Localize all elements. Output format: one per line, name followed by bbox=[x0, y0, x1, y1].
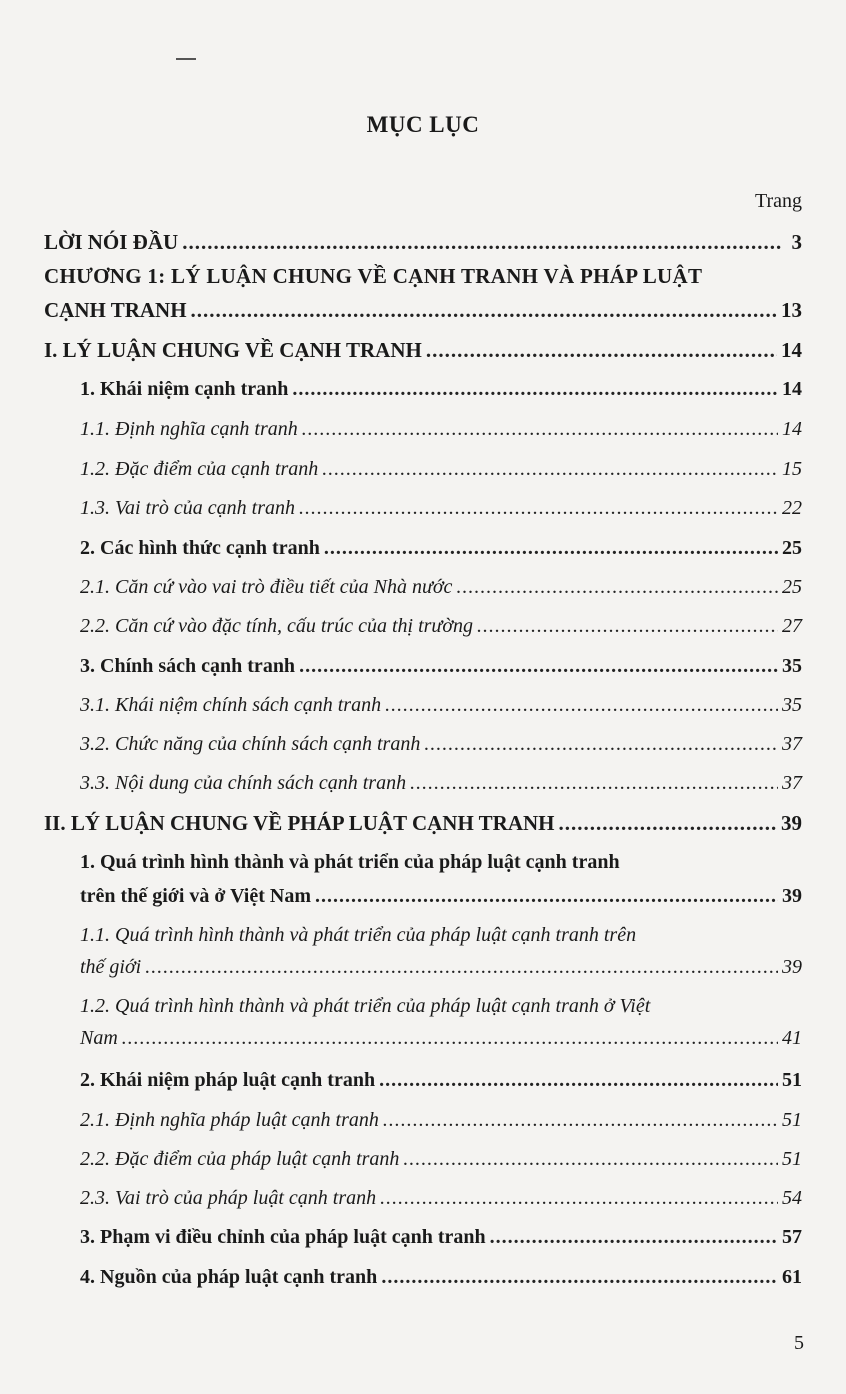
toc-entry-preface bbox=[44, 230, 802, 255]
toc-entry-page: 51 bbox=[782, 1148, 802, 1170]
toc-entry-page: 15 bbox=[782, 458, 802, 480]
toc-entry-text: LỜI NÓI ĐẦU bbox=[44, 230, 179, 254]
toc-entry bbox=[80, 615, 802, 638]
toc-entry-page: 27 bbox=[782, 615, 802, 637]
toc-entry-page: 37 bbox=[782, 772, 802, 794]
toc-entry-text: 1.1. Định nghĩa cạnh tranh bbox=[80, 418, 298, 440]
toc-entry bbox=[80, 537, 802, 560]
leader-dots bbox=[477, 615, 778, 638]
toc-entry-text: 3. Chính sách cạnh tranh bbox=[80, 655, 296, 677]
toc-entry-page: 39 bbox=[782, 956, 802, 978]
toc-entry-cont bbox=[80, 1027, 802, 1050]
toc-entry bbox=[80, 378, 802, 401]
toc-entry-page: 35 bbox=[782, 694, 802, 716]
toc-entry-text: 3.3. Nội dung của chính sách cạnh tranh bbox=[80, 772, 407, 794]
toc-entry-cont bbox=[80, 956, 802, 979]
toc-entry-text: 2.2. Đặc điểm của pháp luật cạnh tranh bbox=[80, 1148, 400, 1170]
toc-entry bbox=[80, 497, 802, 520]
toc-entry-page: 25 bbox=[782, 537, 802, 559]
leader-dots bbox=[380, 1187, 778, 1210]
toc-entry-page: 51 bbox=[782, 1069, 802, 1091]
toc-entry: 1. Quá trình hình thành và phát triển của pháp luật cạnh tranh bbox=[80, 851, 620, 873]
toc-entry-text: 1. Khái niệm cạnh tranh bbox=[80, 378, 289, 400]
toc-entry-text: 2.2. Căn cứ vào đặc tính, cấu trúc của thị trường bbox=[80, 615, 473, 637]
toc-entry bbox=[80, 418, 802, 441]
toc-entry-chapter-1-cont bbox=[44, 298, 802, 323]
leader-dots bbox=[490, 1226, 778, 1249]
leader-dots bbox=[456, 576, 778, 599]
leader-dots bbox=[302, 418, 778, 441]
leader-dots bbox=[426, 338, 777, 363]
toc-entry bbox=[80, 1148, 802, 1171]
toc-entry-page: 14 bbox=[782, 378, 802, 400]
page-column-label: Trang bbox=[754, 190, 802, 212]
page-title: MỤC LỤC bbox=[366, 112, 480, 137]
leader-dots bbox=[322, 458, 778, 481]
toc-entry-text: I. LÝ LUẬN CHUNG VỀ CẠNH TRANH bbox=[44, 338, 422, 362]
toc-entry-page: 14 bbox=[781, 338, 802, 362]
leader-dots bbox=[424, 733, 778, 756]
leader-dots bbox=[315, 885, 778, 908]
toc-entry bbox=[80, 1187, 802, 1210]
leader-dots bbox=[122, 1027, 778, 1050]
leader-dots bbox=[145, 956, 778, 979]
toc-entry: 1.1. Quá trình hình thành và phát triển của pháp luật cạnh tranh trên bbox=[80, 924, 637, 946]
toc-entry-page: 61 bbox=[782, 1266, 802, 1288]
toc-entry-page: 22 bbox=[782, 497, 802, 519]
toc-entry bbox=[80, 694, 802, 717]
toc-entry-text: 3.1. Khái niệm chính sách cạnh tranh bbox=[80, 694, 382, 716]
leader-dots bbox=[385, 694, 778, 717]
toc-entry-page: 51 bbox=[782, 1109, 802, 1131]
leader-dots bbox=[191, 298, 777, 323]
toc-entry-cont bbox=[80, 885, 802, 908]
leader-dots bbox=[182, 230, 782, 255]
leader-dots bbox=[381, 1266, 778, 1289]
toc-entry bbox=[80, 1266, 802, 1289]
toc-entry-page: 3 bbox=[791, 230, 802, 254]
toc-entry-text: 2.1. Định nghĩa pháp luật cạnh tranh bbox=[80, 1109, 379, 1131]
toc-entry-page: 39 bbox=[781, 811, 802, 835]
toc-entry-page: 54 bbox=[782, 1187, 802, 1209]
leader-dots bbox=[558, 811, 777, 836]
toc-entry-page: 57 bbox=[782, 1226, 802, 1248]
decorative-mark bbox=[176, 58, 196, 60]
toc-entry-text: 1.2. Đặc điểm của cạnh tranh bbox=[80, 458, 319, 480]
toc-entry-section-II bbox=[44, 811, 802, 836]
leader-dots bbox=[379, 1069, 778, 1092]
toc-entry-text: thế giới bbox=[80, 956, 142, 978]
leader-dots bbox=[299, 655, 778, 678]
toc-entry bbox=[80, 733, 802, 756]
toc-entry bbox=[80, 1069, 802, 1092]
toc-entry bbox=[80, 576, 802, 599]
toc-entry-page: 41 bbox=[782, 1027, 802, 1049]
toc-entry-page: 39 bbox=[782, 885, 802, 907]
leader-dots bbox=[324, 537, 778, 560]
toc-entry bbox=[80, 772, 802, 795]
toc-entry-text: trên thế giới và ở Việt Nam bbox=[80, 885, 311, 907]
toc-entry-page: 37 bbox=[782, 733, 802, 755]
toc-entry-text: 2.1. Căn cứ vào vai trò điều tiết của Nhà nước bbox=[80, 576, 453, 598]
toc-entry-text: CẠNH TRANH bbox=[44, 298, 187, 322]
toc-entry-text: 3.2. Chức năng của chính sách cạnh tranh bbox=[80, 733, 421, 755]
leader-dots bbox=[410, 772, 778, 795]
toc-entry-text: 2. Các hình thức cạnh tranh bbox=[80, 537, 320, 559]
toc-entry-page: 35 bbox=[782, 655, 802, 677]
leader-dots bbox=[299, 497, 778, 520]
page-number: 5 bbox=[794, 1332, 804, 1354]
toc-entry-chapter-1: CHƯƠNG 1: LÝ LUẬN CHUNG VỀ CẠNH TRANH VÀ PHÁP LUẬT bbox=[44, 264, 703, 288]
leader-dots bbox=[403, 1148, 778, 1171]
toc-entry-text: 2. Khái niệm pháp luật cạnh tranh bbox=[80, 1069, 376, 1091]
toc-entry: 1.2. Quá trình hình thành và phát triển của pháp luật cạnh tranh ở Việt bbox=[80, 995, 651, 1017]
toc-entry bbox=[80, 1226, 802, 1249]
toc-entry-page: 14 bbox=[782, 418, 802, 440]
toc-entry bbox=[80, 1109, 802, 1132]
toc-entry bbox=[80, 655, 802, 678]
toc-entry-page: 25 bbox=[782, 576, 802, 598]
leader-dots bbox=[383, 1109, 778, 1132]
toc-entry bbox=[80, 458, 802, 481]
toc-entry-text: Nam bbox=[80, 1027, 118, 1049]
toc-entry-text: II. LÝ LUẬN CHUNG VỀ PHÁP LUẬT CẠNH TRANH bbox=[44, 811, 555, 835]
toc-entry-text: 4. Nguồn của pháp luật cạnh tranh bbox=[80, 1266, 378, 1288]
toc-entry-text: 1.3. Vai trò của cạnh tranh bbox=[80, 497, 295, 519]
toc-entry-text: 3. Phạm vi điều chỉnh của pháp luật cạnh tranh bbox=[80, 1226, 486, 1248]
toc-entry-page: 13 bbox=[781, 298, 802, 322]
toc-entry-text: 2.3. Vai trò của pháp luật cạnh tranh bbox=[80, 1187, 377, 1209]
leader-dots bbox=[292, 378, 778, 401]
toc-entry-section-I bbox=[44, 338, 802, 363]
